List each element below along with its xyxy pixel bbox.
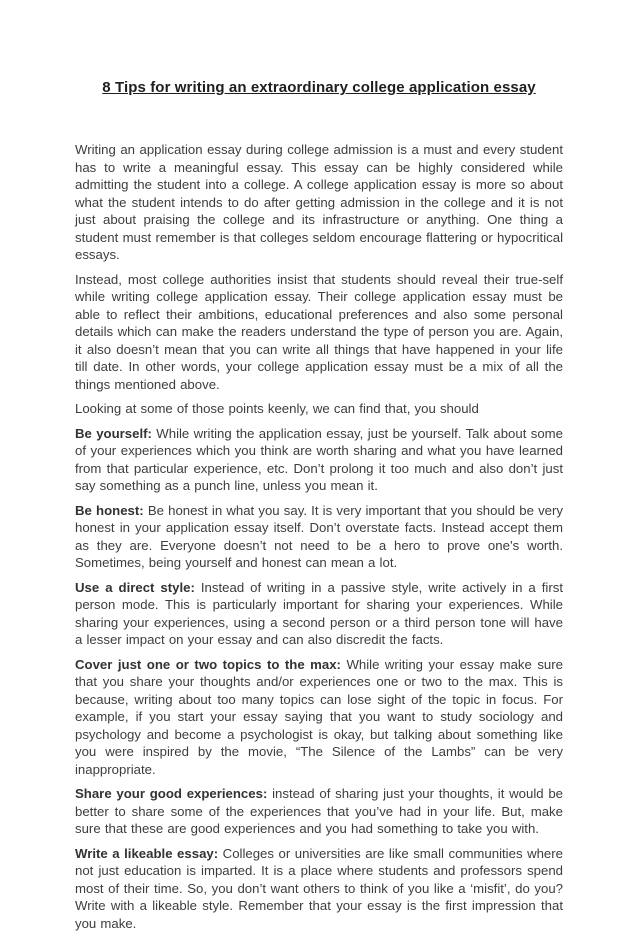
paragraph xyxy=(75,845,563,932)
paragraph-lead: Write a likeable essay: xyxy=(75,846,223,861)
paragraph xyxy=(75,400,563,418)
paragraph xyxy=(75,785,563,838)
paragraph-text: Writing an application essay during college admission is a must and every student has to write a meaningful essay. This essay can be highly considered while admitting the student into a college. A college application essay is more so about what the student intends to do after getting admission in the college and it is not just about praising the college and its infrastructure or anything. One thing a student must remember is that colleges seldom encourage flattering or hypocritical essays. xyxy=(75,142,563,262)
paragraph xyxy=(75,656,563,779)
paragraph xyxy=(75,502,563,572)
paragraph xyxy=(75,141,563,264)
paragraph-text: Looking at some of those points keenly, we can find that, you should xyxy=(75,401,479,416)
document-title: 8 Tips for writing an extraordinary college application essay xyxy=(75,78,563,97)
paragraph-text: instead of sharing just your thoughts, it would be better to share some of the experiences that you’ve had in your life. But, make sure that these are good experiences and you had something to take you with. xyxy=(75,786,563,836)
paragraph-lead: Use a direct style: xyxy=(75,580,201,595)
paragraph-lead: Share your good experiences: xyxy=(75,786,272,801)
paragraph-text: Colleges or universities are like small communities where not just education is imparted. It is a place where students and professors spend most of their time. So, you don’t want others to think of you like a ‘misfit’, do you? Write with a likeable style. Remember that your essay is the first impression that you make. xyxy=(75,846,563,931)
paragraph-lead: Cover just one or two topics to the max: xyxy=(75,657,346,672)
paragraph xyxy=(75,579,563,649)
paragraph-text: Be honest in what you say. It is very important that you should be very honest in your application essay itself. Don’t overstate facts. Instead accept them as they are. Everyone doesn’t not need to be a hero to prove one’s worth. Sometimes, being yourself and honest can mean a lot. xyxy=(75,503,563,571)
document-body xyxy=(75,141,563,932)
paragraph xyxy=(75,425,563,495)
paragraph-lead: Be honest: xyxy=(75,503,148,518)
paragraph-text: While writing the application essay, just be yourself. Talk about some of your experiences which you think are worth sharing and what you have learned from that particular experience, etc. Don’t prolong it too much and also don’t just say something as a punch line, unless you mean it. xyxy=(75,426,563,494)
paragraph-text: While writing your essay make sure that you share your thoughts and/or experiences one or two to the max. This is because, writing about too many topics can lose sight of the topic in focus. For example, if you start your essay saying that you want to study sociology and psychology and become a psychologist is okay, but talking about something like you were inspired by the movie, “The Silence of the Lambs” can be very inappropriate. xyxy=(75,657,563,777)
paragraph xyxy=(75,271,563,394)
paragraph-text: Instead of writing in a passive style, write actively in a first person mode. This is particularly important for sharing your experiences. While sharing your experiences, using a second person or a third person tone will have a lesser impact on your essay and can also discredit the facts. xyxy=(75,580,563,648)
paragraph-lead: Be yourself: xyxy=(75,426,156,441)
paragraph-text: Instead, most college authorities insist that students should reveal their true-self while writing college application essay. Their college application essay must be able to reflect their ambitions, educational preferences and also some personal details which can make the readers understand the type of person you are. Again, it also doesn’t mean that you can write all things that have happened in your life till date. In other words, your college application essay must be a mix of all the things mentioned above. xyxy=(75,272,563,392)
